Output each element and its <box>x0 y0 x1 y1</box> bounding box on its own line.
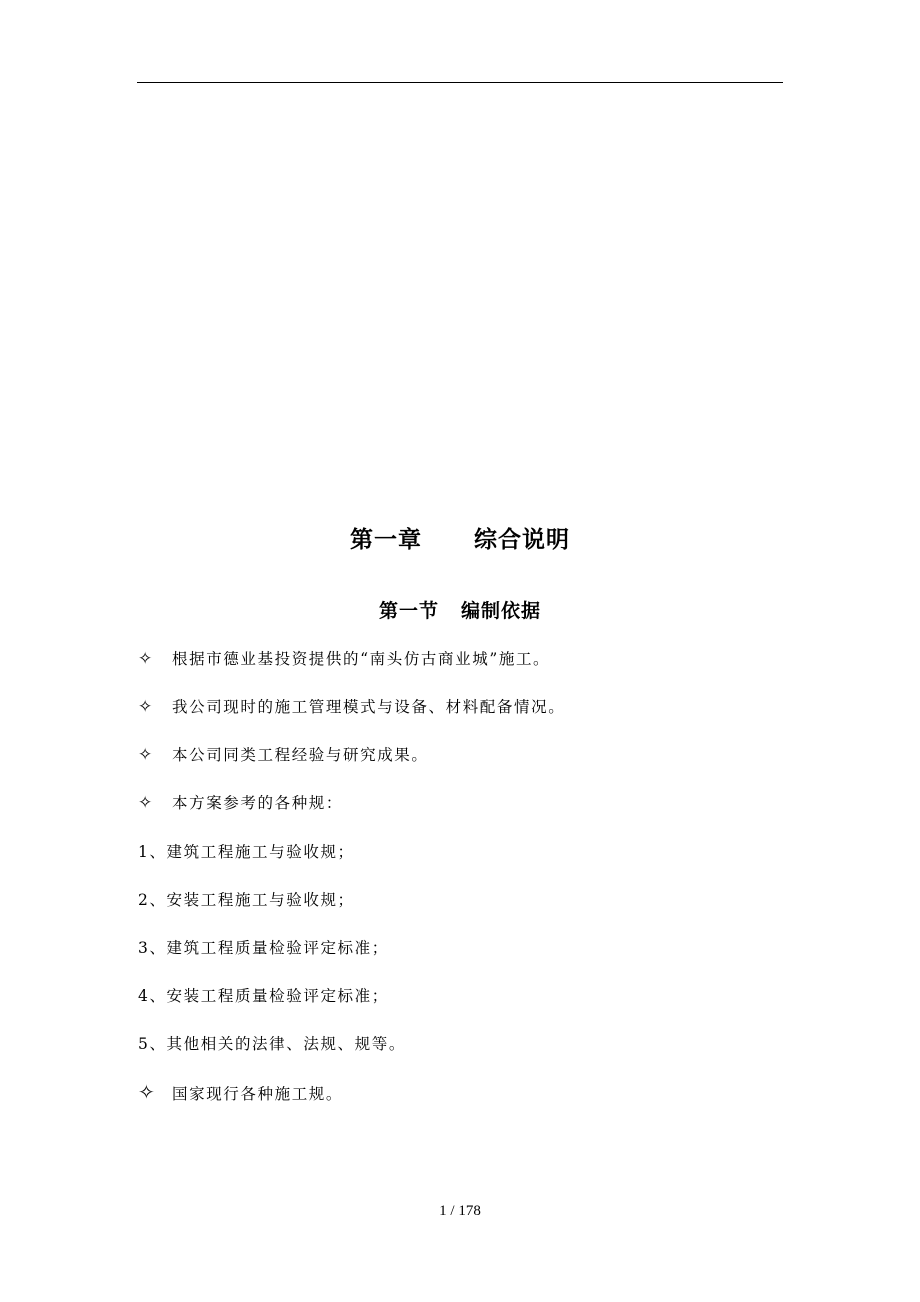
list-item-text: 4、安装工程质量检验评定标准； <box>138 987 389 1005</box>
list-item-text: 本公司同类工程经验与研究成果。 <box>172 746 429 764</box>
chapter-title <box>0 521 920 554</box>
chapter-name: 综合说明 <box>474 527 570 553</box>
chapter-number: 第一章 <box>350 527 422 553</box>
diamond-bullet-icon: ✧ <box>138 697 154 717</box>
numbered-item <box>138 986 389 1006</box>
list-item-text: 1、建筑工程施工与验收规； <box>138 843 355 861</box>
header-rule <box>137 82 783 83</box>
page-number: 1 / 178 <box>439 1203 481 1219</box>
numbered-item <box>138 842 355 862</box>
section-title <box>0 596 920 623</box>
list-item-text: 2、安装工程施工与验收规； <box>138 891 355 909</box>
list-item <box>138 745 429 765</box>
section-number: 第一节 <box>378 600 439 622</box>
list-item-text: 5、其他相关的法律、法规、规等。 <box>138 1035 406 1053</box>
list-item-text: 本方案参考的各种规： <box>172 794 344 812</box>
list-item <box>138 1082 343 1104</box>
diamond-bullet-icon: ✧ <box>138 745 154 765</box>
list-item-text: 3、建筑工程质量检验评定标准； <box>138 939 389 957</box>
list-item-text: 我公司现时的施工管理模式与设备、材料配备情况。 <box>172 698 566 716</box>
diamond-bullet-icon: ✧ <box>138 793 154 813</box>
list-item <box>138 793 343 813</box>
section-name: 编制依据 <box>461 600 542 622</box>
diamond-bullet-icon: ✧ <box>138 1080 157 1104</box>
list-item-text: 国家现行各种施工规。 <box>172 1085 344 1103</box>
numbered-item <box>138 1034 406 1054</box>
list-item <box>138 697 565 717</box>
list-item <box>138 649 550 669</box>
numbered-item <box>138 938 389 958</box>
numbered-item <box>138 890 355 910</box>
list-item-text: 根据市德业基投资提供的“南头仿古商业城”施工。 <box>172 650 551 668</box>
diamond-bullet-icon: ✧ <box>138 649 154 669</box>
